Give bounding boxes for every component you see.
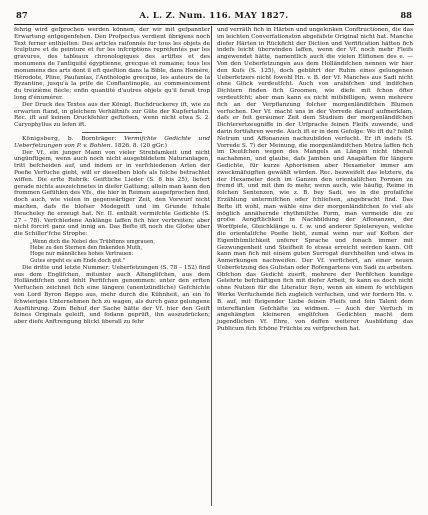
entry-title: Vermifchte Gedichte und Ueberfetzungen von P. v. Bohlen. [14,135,211,149]
page-number-right: 88 [400,10,412,20]
left-column [14,27,210,326]
paragraph: fehrig wird gefprochen werden können, der wir mit gefpannter Erwartung entgegenfehen. Den Profpectus verdient übrigens noch Text ferner enthielten: Des articles raifonnés fur tous les objets de fculpture et de peinture et fur les infcriptions repréfentés par les gravures, des tableaux chronologiques des artiftes et des monumens de l'antiquité égyptienne, grecque et romaine; tous les monumens des arts dont il eft queftion dans la Bible, dans Homère, Hérodote, Pline, Paufanias, l'Anthologie grecque, les auteurs de la Byzantine, jusqu'à la prife de Conftantinople, au commencement du treizième fiècle; enfin quantité d'autres objets qu'il ferait trop long d'énumérer. [14,27,210,101]
paragraph: Die dritte und letzte Nummer: Ueberfetzungen (S. 78 – 152) find aus dem Englifchen, mitunter auch Altenglifchen, aus dem Holländifchen und fehlt Perfifchen genommen: unter den erften Verfuchen zeichnet fich eine längere (unentzündliche) Gefchichte von Lord Byron Beppo aus, mehr durch die Kühnheit, an ein fo fchwieriges Unternehmen fich zu wagen, als durch ganz gelungene Ausführung. Zum Behuf der Sache hätte der Vf. hier den Geift feines Originals geleift, und fodann geprüft, ihn auszudrücken; aber diefe Anftrengung blickt überall zu fehr [14,264,210,326]
poem-line: Hebe zu den Sternen den finkenden Muth, [30,245,143,252]
header-rule [14,24,414,25]
entry-publisher: b. Bornträger: [67,135,117,142]
poem-line: „Wenn dich die Nebel des Trübfinns umgrauen, [30,238,156,245]
column-divider [211,26,212,506]
section-divider [82,132,142,133]
paragraph: Der Vf., ein junger Mann von vieler Strebfamkeit und nicht ungünftigem, wenn auch noch nicht ausgebildetem Naturanlagen, tritt befcheiden auf, und indem er in verfchiedenen Arten der Poefie Verfuche giebt, will er dieselben blofs als folche betrachtet wiffen. Die erfte Rubrik: Geiftliche Lieder (S. 8 bis 25), liefert gerade nichts auszeichnetes in diefer Gattung; allein man kann den frommen Gefühlen des Vfs., die hier in Reimen ausgefprochen find, doch auch, wie vielen in gegenwärtiger Zeit, den Vorwurf nicht machen, dafs fie blofser Modegeift und im Grunde fchale Heucheley fie erzeugt hat. Nr. II. enthält vermifchte Gedichte (S. 27 – 78). Verfchiedene Anklänge laffen fich hier verbreiten; aber nicht forcirt ganz und innig an. Das Befte ift noch die Glofse über die Schiller'fche Strophe: [14,149,210,238]
entry-place: Königsberg, [22,135,61,142]
review-entry-heading [14,136,210,150]
paragraph: und verräth fich in Härten und ungelenken Conftructionen, die das im leichten Converfationston abgefafste Original nicht hat. Manche diefer Härten in Rückficht der Diction und Verfification hätten fich indefs leicht überwinden laffen, wenn der Vf. noch mehr Fleifs angewendet hätte, namentlich auch die vielen Elifionen des e. — Von den Ueberfetzungen aus dem Holländifchen nennen wir hier den Kufs (S. 125), doch gebührt der Ruhm eines gelungenen Ueberfetzers nicht fowohl Hn. v. B. der Vf. Manches aus Sadi nicht ohne Glück verdeutfcht. Auch von arabifchen und indifchen Dichtern finden fich Groomen, wie diefe mit fchon öfter verdeutfcht; aber man kann es nicht mifsbilligen, wenn mehrere fich an der Verpflanzung folcher morgenländifchen Blumen verfuchen. Der Vf. macht uns in der Vorrede darauf aufmerkfam, dafs er feit geraumer Zeit dem Studium der morgenländifchen Dichterertzeugniffe in der Urfprache feinen Fleifs zuwende, und darin fortfahren werde. Auch ift er in dem Gefolge: Wo ift du? felbft Netrum und Affonanzen nachzubilden verfucht. Er ift indefs (S. Vorrede S. 7) der Meinung, die morgenländifchen Metra laffen fich im Deutfchen wegen des Mangels an Längen nicht überall nachahmen, und glaube, dafs Jamben und Anapäften für längere Gedichte, für kurze Aphorismen aber Hexameter immer am zweckmäfsigften gewählt würden. Rec. bezweifelt das letztere, da der Hexameter doch im Ganzen den orientalifchen Formen zu fremd ift, und mit ihm fo mehr, wenn auch, wie häufig, Reime in folchen Sentenzen, wie z. B. bey Sadi, wo in die profaifche Erzählung untermifchen oder fchliefsen, angebracht find. Das Befte ift wohl, man wähle eins der morgenländifchen fo viel als möglich annähernde rhythmifche Form, man vermeide die zu grofse Aengftlichkeit in Nachbildung der Affonanzen, der Wortfpiele, Gleichklänge u. f. w. und anderer Spielereyen, welche die orientalifche Poefie liebt, zumal wenn nur auf Koften der Eigenthümlichkeit unferer Sprache und fonach immer mit Gezwungenheit und Steifheit fo etwas erreicht werden kann. Oft kann man fich mit einem guten Surrogat durchhelfen und etwa in Anmerkungen nachweifen. Der Vf. verfichert, an einer neuen Ueberfetzung des Gulistan oder Rofengartens von Sadi zu arbeiten. Obfchon das Gedicht zuerft, mehrere der Perfifchen kundige Gelehrte befchäftigen fich mit diefer Arbeit, fo kann es doch nicht ohne Nutzen für die Literatur feyn, wenn an einem fo wichtigen Werke Verfuchende fich zugleich verfuchen, und wir fordern Hn. v. B. auf, mit fteigender Liebe feinen Fleifs und fein Talent dem intereffanten Gefchäfte zu widmen. — Auch der Verfuch in angehängten kleineren englifchen Gedichten macht dem jugendlichen Vf. Ehre, von deffen weiterer Ausbildung das Publicum fich fchöne Früchte zu verfprechen hat. [217,27,413,333]
quoted-poem [30,239,210,264]
journal-title: A. L. Z. Num. 116. MAY 1827. [139,10,289,20]
right-column [217,27,413,333]
entry-meta: 1826. 8. (20 gGr.) [114,142,167,149]
poem-line: Gutes ergeht es am Ende doch gut." [30,257,126,264]
paragraph: Der Druck des Textes aus der Königl. Buchdruckerey ift, wie zu erwarten ftand, in gleichem Verhältnifs zur Güte der Kupfertafeln. Rec. ift auf keinen Druckfehler geftofsen, wenn nicht etwa S. 2. Caryophyllus zu lefen ift. [14,101,210,129]
page-header [14,8,414,22]
poem-line: Hoge nur männliches hohes Vertrauen: [30,251,134,258]
page-number-left: 87 [16,10,28,20]
